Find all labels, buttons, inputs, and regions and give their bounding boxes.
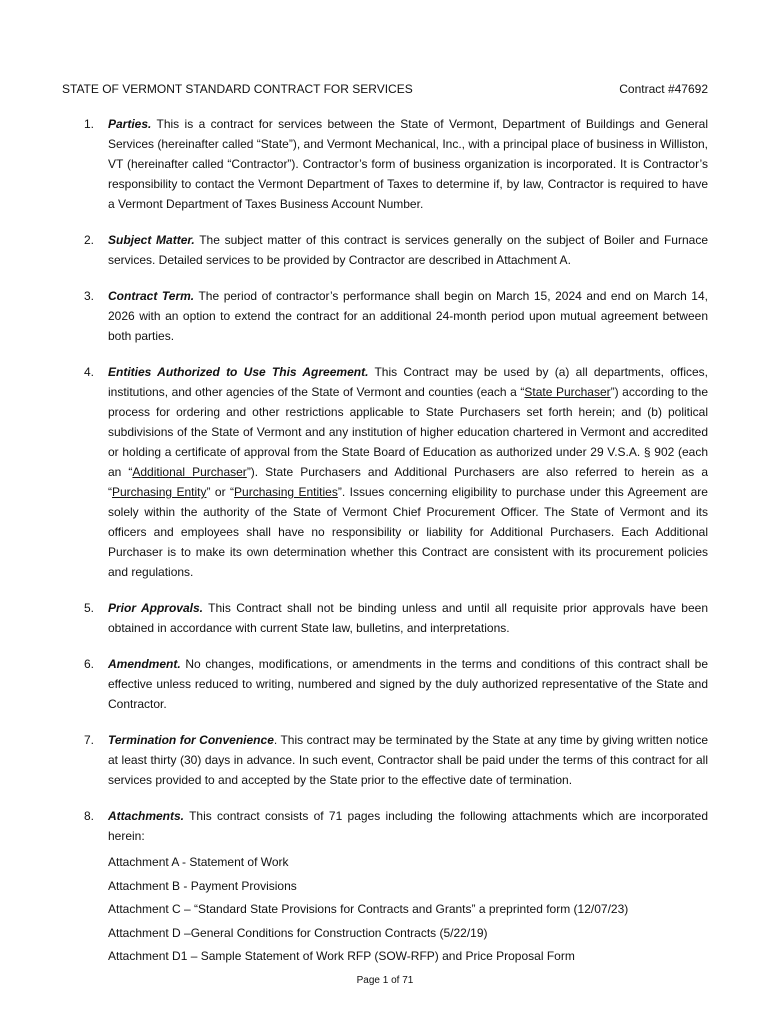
section-title: Termination for Convenience xyxy=(108,733,274,747)
section-termination xyxy=(62,730,708,790)
section-text: ” or “ xyxy=(206,485,235,499)
page-footer xyxy=(0,975,770,986)
section-attachments xyxy=(62,806,708,966)
section-number: 5. xyxy=(84,601,95,615)
contract-number: Contract #47692 xyxy=(619,82,708,96)
document-header xyxy=(62,82,708,96)
section-text: The period of contractor’s performance shall begin on March 15, 2024 and end on March 14, 2026 with an option to extend the contract for an additional 24-month period upon mutual agreement between both parties. xyxy=(108,289,708,343)
contract-body xyxy=(62,114,708,982)
section-title: Subject Matter. xyxy=(108,233,195,247)
section-title: Amendment. xyxy=(108,657,181,671)
section-contract-term xyxy=(62,286,708,346)
section-subject-matter xyxy=(62,230,708,270)
section-text: This Contract may be used by (a) all departments, offices, institutions, and other agencies of the State of Vermont and counties (each a “ xyxy=(108,365,708,399)
section-title: Parties. xyxy=(108,117,152,131)
section-text: This contract consists of 71 pages including the following attachments which are incorporated herein: xyxy=(108,809,708,843)
section-title: Prior Approvals. xyxy=(108,601,203,615)
attachment-item: Attachment D1 – Sample Statement of Work RFP (SOW-RFP) and Price Proposal Form xyxy=(108,949,575,963)
attachment-item: Attachment D –General Conditions for Construction Contracts (5/22/19) xyxy=(108,925,488,940)
section-text: This Contract shall not be binding unless and until all requisite prior approvals have been obtained in accordance with current State law, bulletins, and interpretations. xyxy=(108,601,708,635)
attachments-list xyxy=(108,852,708,966)
section-number: 8. xyxy=(84,809,95,823)
defined-term-purchasing-entities: Purchasing Entities xyxy=(234,485,338,499)
attachment-item: Attachment A - Statement of Work xyxy=(108,855,289,869)
section-text: No changes, modifications, or amendments in the terms and conditions of this contract shall be effective unless reduced to writing, numbered and signed by the duly authorized representative of the State and Contractor. xyxy=(108,657,708,711)
section-title: Contract Term. xyxy=(108,289,195,303)
section-text: The subject matter of this contract is services generally on the subject of Boiler and Furnace services. Detailed services to be provided by Contractor are described in Attachment A. xyxy=(108,233,709,267)
defined-term-additional-purchaser: Additional Purchaser xyxy=(132,465,247,479)
section-number: 1. xyxy=(84,117,95,131)
section-text: ”). State Purchasers and Additional Purchasers are also referred to herein as a “ xyxy=(108,465,709,499)
section-title: Entities Authorized to Use This Agreement. xyxy=(108,365,369,379)
section-text: ”) according to the process for ordering and other restrictions applicable to State Purchasers set forth herein; and (b) political subdivisions of the State of Vermont and any institution of higher education chartered in Vermont and accredited or holding a certificate of approval from the State Board of Education as authorized under 29 V.S.A. § 902 (each an “ xyxy=(108,385,708,479)
section-number: 7. xyxy=(84,733,95,747)
section-prior-approvals xyxy=(62,598,708,638)
document-title: STATE OF VERMONT STANDARD CONTRACT FOR SERVICES xyxy=(62,82,413,96)
section-number: 3. xyxy=(84,289,95,303)
section-number: 2. xyxy=(84,233,95,247)
section-number: 6. xyxy=(84,657,95,671)
section-text: This is a contract for services between the State of Vermont, Department of Buildings and General Services (hereinafter called “State”), and Vermont Mechanical, Inc., with a principal place of business in Williston, VT (hereinafter called “Contractor”). Contractor’s form of business organization is incorporated. It is Contractor’s responsibility to contact the Vermont Department of Taxes to determine if, by law, Contractor is required to have a Vermont Department of Taxes Business Account Number. xyxy=(108,117,708,211)
section-text: . This contract may be terminated by the State at any time by giving written notice at least thirty (30) days in advance. In such event, Contractor shall be paid under the terms of this contract for all services provided to and accepted by the State prior to the effective date of termination. xyxy=(108,733,708,787)
attachment-item: Attachment B - Payment Provisions xyxy=(108,878,297,893)
defined-term-state-purchaser: State Purchaser xyxy=(524,385,611,399)
section-number: 4. xyxy=(84,365,95,379)
page-number: Page 1 of 71 xyxy=(356,975,414,986)
section-amendment xyxy=(62,654,708,714)
section-text: ”. Issues concerning eligibility to purchase under this Agreement are solely within the authority of the State of Vermont Chief Procurement Officer. The State of Vermont and its officers and employees shall have no responsibility or liability for Additional Purchasers. Each Additional Purchaser is to make its own determination whether this Contract are consistent with its procurement policies and regulations. xyxy=(108,485,708,579)
section-parties xyxy=(62,114,708,214)
defined-term-purchasing-entity: Purchasing Entity xyxy=(112,485,207,499)
section-authorized-entities xyxy=(62,362,708,582)
attachment-item: Attachment C – “Standard State Provisions for Contracts and Grants” a preprinted form (12/07/23) xyxy=(108,902,629,916)
section-title: Attachments. xyxy=(108,809,185,823)
